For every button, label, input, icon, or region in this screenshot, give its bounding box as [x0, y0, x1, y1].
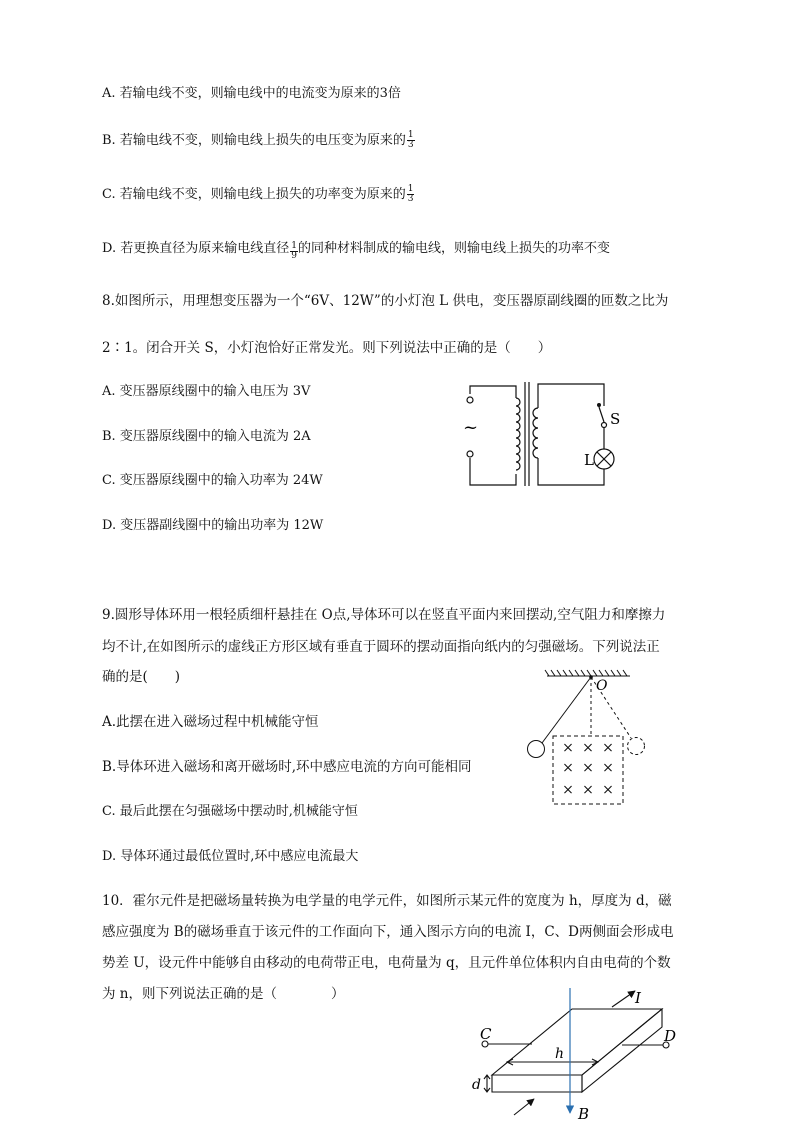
width-label: h — [555, 1046, 565, 1062]
q7-option-d-text-post: 的同种材料制成的输电线，则输电线上损失的功率不变 — [297, 241, 610, 256]
ac-source-symbol: ~ — [463, 417, 479, 438]
fraction-numerator: 1 — [407, 130, 414, 140]
switch-contact — [602, 423, 607, 428]
q10-stem-line-1: 10．霍尔元件是把磁场量转换为电学量的电学元件，如图所示某元件的宽度为 h，厚度为 d，磁 — [102, 893, 672, 909]
current-out-arrow — [612, 991, 635, 1007]
dashed-ring — [628, 738, 645, 755]
q7-option-c — [102, 185, 414, 205]
hall-element-side-face — [582, 1009, 662, 1092]
current-label: I — [635, 989, 641, 1007]
secondary-coil — [533, 408, 538, 458]
field-x-mark: × — [582, 740, 594, 756]
q7-option-d — [102, 239, 610, 261]
conductor-ring — [528, 741, 545, 758]
q7-option-c-text: C. 若输电线不变，则输电线上损失的功率变为原来的 — [102, 187, 406, 202]
lamp-label: L — [584, 451, 594, 469]
q7-option-a: A. 若输电线不变，则输电线中的电流变为原来的3倍 — [102, 86, 401, 101]
q9-stem-line-3: 确的是( ) — [102, 669, 181, 685]
q8-option-d: D. 变压器副线圈中的输出功率为 12W — [102, 518, 324, 533]
fraction — [290, 242, 298, 261]
q10-stem-line-2: 感应强度为 B的磁场垂直于该元件的工作面向下，通入图示方向的电流 I，C、D两侧面会形成电 — [102, 924, 674, 940]
field-x-mark: × — [582, 760, 594, 776]
terminal-d-label: D — [664, 1027, 677, 1045]
pivot-label: O — [596, 678, 608, 694]
transformer-circuit-diagram — [460, 378, 630, 490]
q8-stem-line-1: 8.如图所示，用理想变压器为一个“6V、12W”的小灯泡 L 供电，变压器原副线圈的匝数之比为 — [102, 293, 669, 309]
hall-element-diagram — [462, 985, 692, 1123]
field-x-mark: × — [602, 760, 614, 776]
q8-option-c: C. 变压器原线圈中的输入功率为 24W — [102, 473, 323, 488]
magnetic-field-label: B — [578, 1105, 590, 1123]
q10-stem-line-4: 为 n，则下列说法正确的是（ ） — [102, 986, 345, 1002]
pivot-point — [589, 675, 593, 679]
q9-option-d: D. 导体环通过最低位置时,环中感应电流最大 — [102, 849, 359, 864]
terminal-c-label: C — [480, 1025, 492, 1043]
field-x-mark: × — [562, 760, 574, 776]
ac-terminal-top — [467, 397, 473, 403]
q7-option-b-text: B. 若输电线不变，则输电线上损失的电压变为原来的 — [102, 133, 406, 148]
fraction-numerator: 1 — [291, 241, 297, 251]
primary-wire-top — [470, 386, 516, 398]
q9-option-b: B.导体环进入磁场和离开磁场时,环中感应电流的方向可能相同 — [102, 759, 472, 775]
fraction — [407, 131, 415, 150]
thickness-label: d — [472, 1077, 481, 1093]
switch-label: S — [610, 410, 621, 428]
field-x-mark: × — [562, 782, 574, 798]
q9-option-c: C. 最后此摆在匀强磁场中摆动时,机械能守恒 — [102, 804, 358, 819]
fraction-denominator: 3 — [407, 194, 414, 204]
q8-option-b: B. 变压器原线圈中的输入电流为 2A — [102, 429, 311, 444]
switch-blade — [599, 407, 604, 422]
hall-element-top-face — [492, 1009, 662, 1075]
secondary-wire-top — [538, 384, 604, 408]
field-x-mark: × — [582, 782, 594, 798]
field-x-mark: × — [602, 782, 614, 798]
pendulum-rod — [542, 677, 591, 743]
q10-stem-line-3: 势差 U，设元件中能够自由移动的电荷带正电，电荷量为 q，且元件单位体积内自由电荷的个数 — [102, 955, 671, 971]
field-x-mark: × — [602, 740, 614, 756]
q9-stem-line-2: 均不计,在如图所示的虚线正方形区域有垂直于圆环的摆动面指向纸内的匀强磁场。下列说法正 — [102, 639, 660, 655]
fraction-denominator: 3 — [407, 140, 414, 150]
fraction-denominator: 9 — [291, 251, 297, 261]
ac-terminal-bottom — [467, 451, 473, 457]
field-x-mark: × — [562, 740, 574, 756]
fraction-numerator: 1 — [407, 184, 414, 194]
current-in-arrow — [514, 1099, 534, 1115]
fraction — [407, 185, 415, 204]
q8-stem-line-2: 2∶1。闭合开关 S，小灯泡恰好正常发光。则下列说法中正确的是（ ） — [102, 340, 552, 356]
switch-pivot — [597, 403, 601, 407]
q7-option-b — [102, 131, 415, 151]
q9-option-a: A.此摆在进入磁场过程中机械能守恒 — [102, 714, 319, 730]
primary-coil — [516, 398, 520, 470]
q8-option-a: A. 变压器原线圈中的输入电压为 3V — [102, 384, 311, 399]
primary-wire-bottom — [470, 458, 516, 485]
q7-option-d-text-pre: D. 若更换直径为原来输电线直径 — [102, 241, 290, 256]
q9-stem-line-1: 9.圆形导体环用一根轻质细杆悬挂在 O点,导体环可以在竖直平面内来回摆动,空气阻力和摩擦力 — [102, 607, 666, 623]
pendulum-magnetic-field-diagram — [520, 668, 655, 808]
hall-element-front-face — [492, 1075, 582, 1092]
